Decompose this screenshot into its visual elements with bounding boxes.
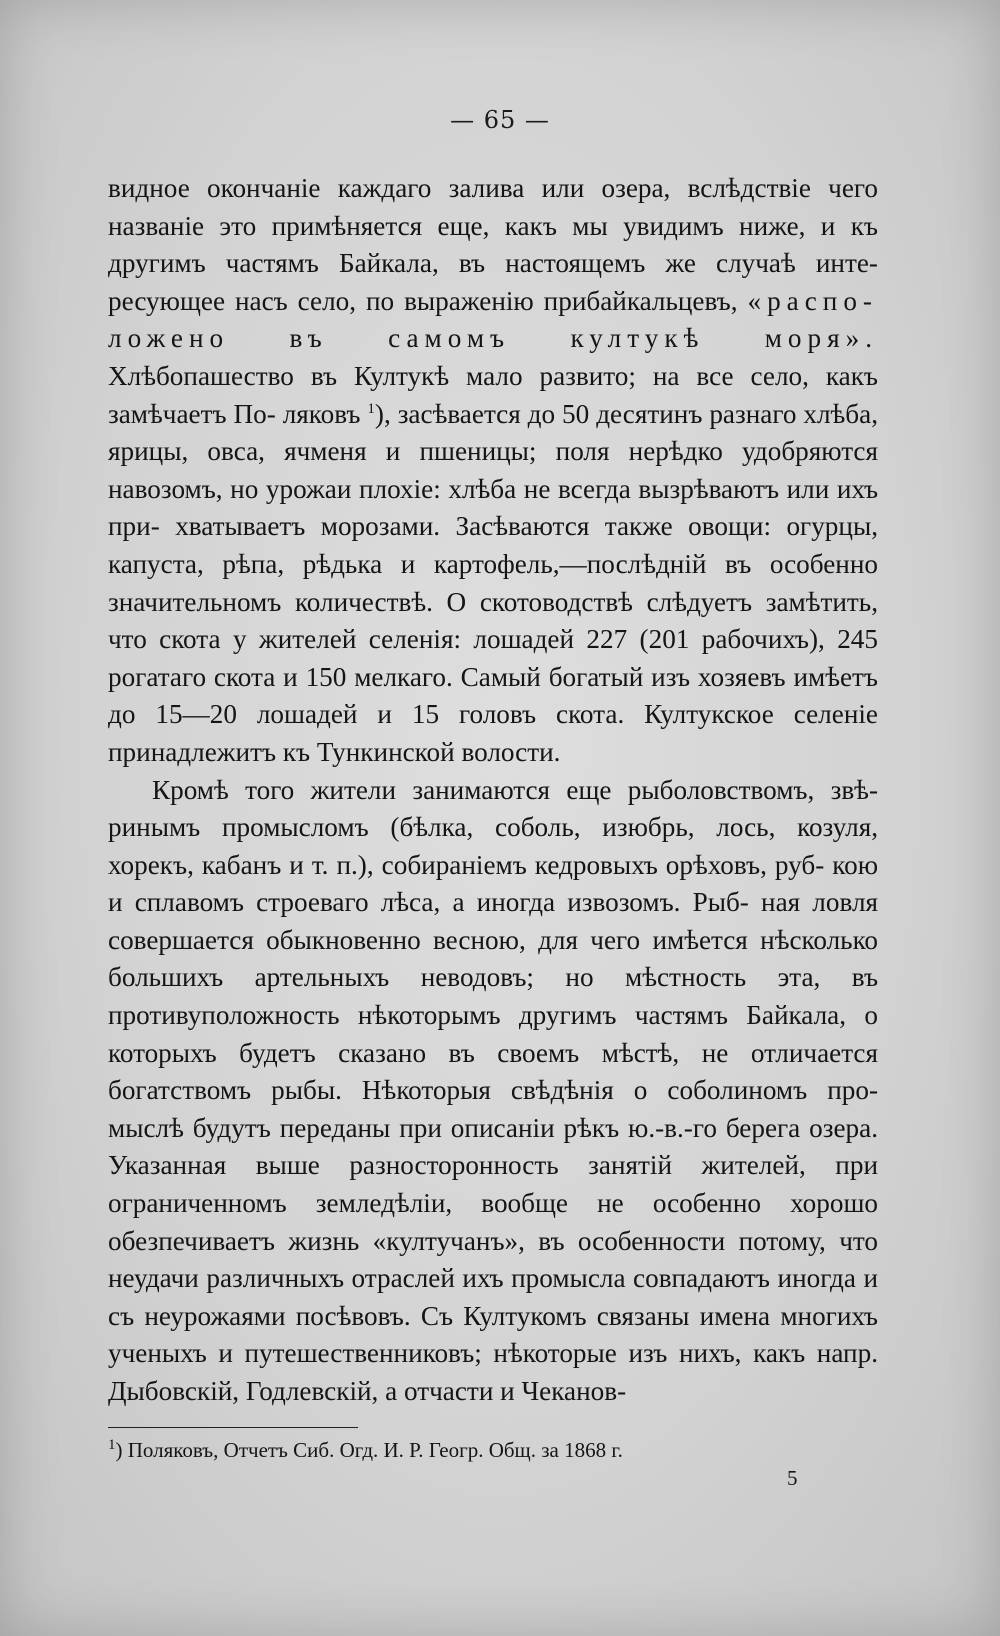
- text-line: при ограниченномъ земледѣліи, вообще не особенно хорошо: [108, 1150, 878, 1219]
- text-line: селеніе принадлежитъ къ Тункинской волости.: [108, 699, 878, 767]
- footnote-text: ) Поляковъ, Отчетъ Сиб. Огд. И. Р. Геогр. Общ. за 1868 г.: [115, 1438, 623, 1462]
- text-line: Кромѣ того жители занимаются еще рыболовствомъ, звѣ-: [152, 774, 878, 805]
- spaced-quote-start: «распо-: [747, 285, 878, 316]
- text-line: что неудачи различныхъ отраслей ихъ промысла совпадаютъ: [108, 1225, 879, 1294]
- footnote: [108, 1436, 908, 1464]
- text-line: названіе это примѣняется еще, какъ мы увидимъ ниже, и къ: [108, 210, 878, 241]
- text-line: иногда и съ неурожаями посѣвовъ. Съ Култукомъ связаны: [108, 1263, 878, 1331]
- text-line: но урожаи плохіе: хлѣба не всегда вызрѣваютъ или ихъ при-: [108, 473, 879, 542]
- text-line: ляковъ: [282, 398, 368, 429]
- text-line: обезпечиваетъ жизнь «култучанъ», въ особенности потому,: [108, 1225, 826, 1256]
- text-line: что скота у жителей селенія: лошадей 227 (201 рабочихъ), 245: [108, 624, 878, 655]
- body-text: [108, 170, 878, 1411]
- text-line: значительномъ количествѣ. О скотоводствѣ слѣдуетъ замѣтить,: [108, 586, 878, 617]
- text-line: мыслѣ будутъ переданы при описаніи рѣкъ ю.-в.-го берега: [108, 1112, 801, 1143]
- text-line: капуста, рѣпа, рѣдька и картофель,—послѣдній въ особенно: [108, 548, 878, 579]
- text-line: ная ловля совершается обыкновенно весною, для чего имѣется: [108, 887, 879, 955]
- text-line: другимъ частямъ Байкала, въ настоящемъ же случаѣ инте-: [108, 248, 878, 279]
- text-line: озера. Указанная выше разносторонность занятій жителей,: [108, 1112, 878, 1181]
- footnote-marker: 1: [108, 1437, 116, 1453]
- text-line: о которыхъ будетъ сказано въ своемъ мѣстѣ, не отличается: [108, 1000, 878, 1068]
- text-line: овса, ячменя и пшеницы; поля нерѣдко удобряются навозомъ,: [108, 436, 879, 504]
- footnote-rule: [108, 1427, 358, 1428]
- text-line: имѣетъ до 15—20 лошадей и 15 головъ скота. Култукское: [108, 661, 878, 730]
- text-line: ), засѣвается до 50 десятинъ разнаго хлѣба, ярицы,: [108, 398, 878, 467]
- footnote-reference: 1: [367, 400, 375, 417]
- text-line: въ Култукѣ мало развито; на все село, какъ замѣчаетъ По-: [108, 360, 878, 429]
- page-number: — 65 —: [450, 106, 550, 134]
- text-line: кою и сплавомъ строеваго лѣса, а иногда извозомъ. Рыб-: [108, 849, 879, 918]
- paragraph-2: [108, 772, 878, 1411]
- text-line: въ противуположность нѣкоторымъ другимъ частямъ Байкала,: [108, 962, 878, 1031]
- spaced-quote-end: ложено въ самомъ култукѣ моря».: [108, 323, 878, 354]
- text-line: рогатаго скота и 150 мелкаго. Самый богатый изъ хозяевъ: [108, 661, 786, 692]
- text-line: имена многихъ ученыхъ и путешественниковъ; нѣкоторые изъ: [108, 1300, 878, 1369]
- text-line: хватываетъ морозами. Засѣваются также овощи: огурцы,: [175, 511, 879, 542]
- text-line: богатствомъ рыбы. Нѣкоторыя свѣдѣнія о соболиномъ про-: [108, 1075, 878, 1106]
- text-line: нихъ, какъ напр. Дыбовскій, Годлевскій, а отчасти и Чеканов-: [108, 1338, 879, 1406]
- text-line: Хлѣбопашество: [108, 360, 294, 391]
- text-line: нѣсколько большихъ артельныхъ неводовъ; но мѣстность эта,: [108, 924, 879, 993]
- text-line: видное окончаніе каждаго залива или озера, вслѣдствіе чего: [108, 173, 878, 203]
- text-line: ресующее насъ село, по выраженію прибайкальцевъ,: [108, 285, 748, 316]
- signature-mark: 5: [787, 1466, 798, 1490]
- text-line: ринымъ промысломъ (бѣлка, соболь, изюбрь, лось, козуля,: [108, 812, 878, 843]
- text-line: хорекъ, кабанъ и т. п.), собираніемъ кедровыхъ орѣховъ, руб-: [108, 849, 825, 880]
- paragraph-1: [108, 170, 878, 772]
